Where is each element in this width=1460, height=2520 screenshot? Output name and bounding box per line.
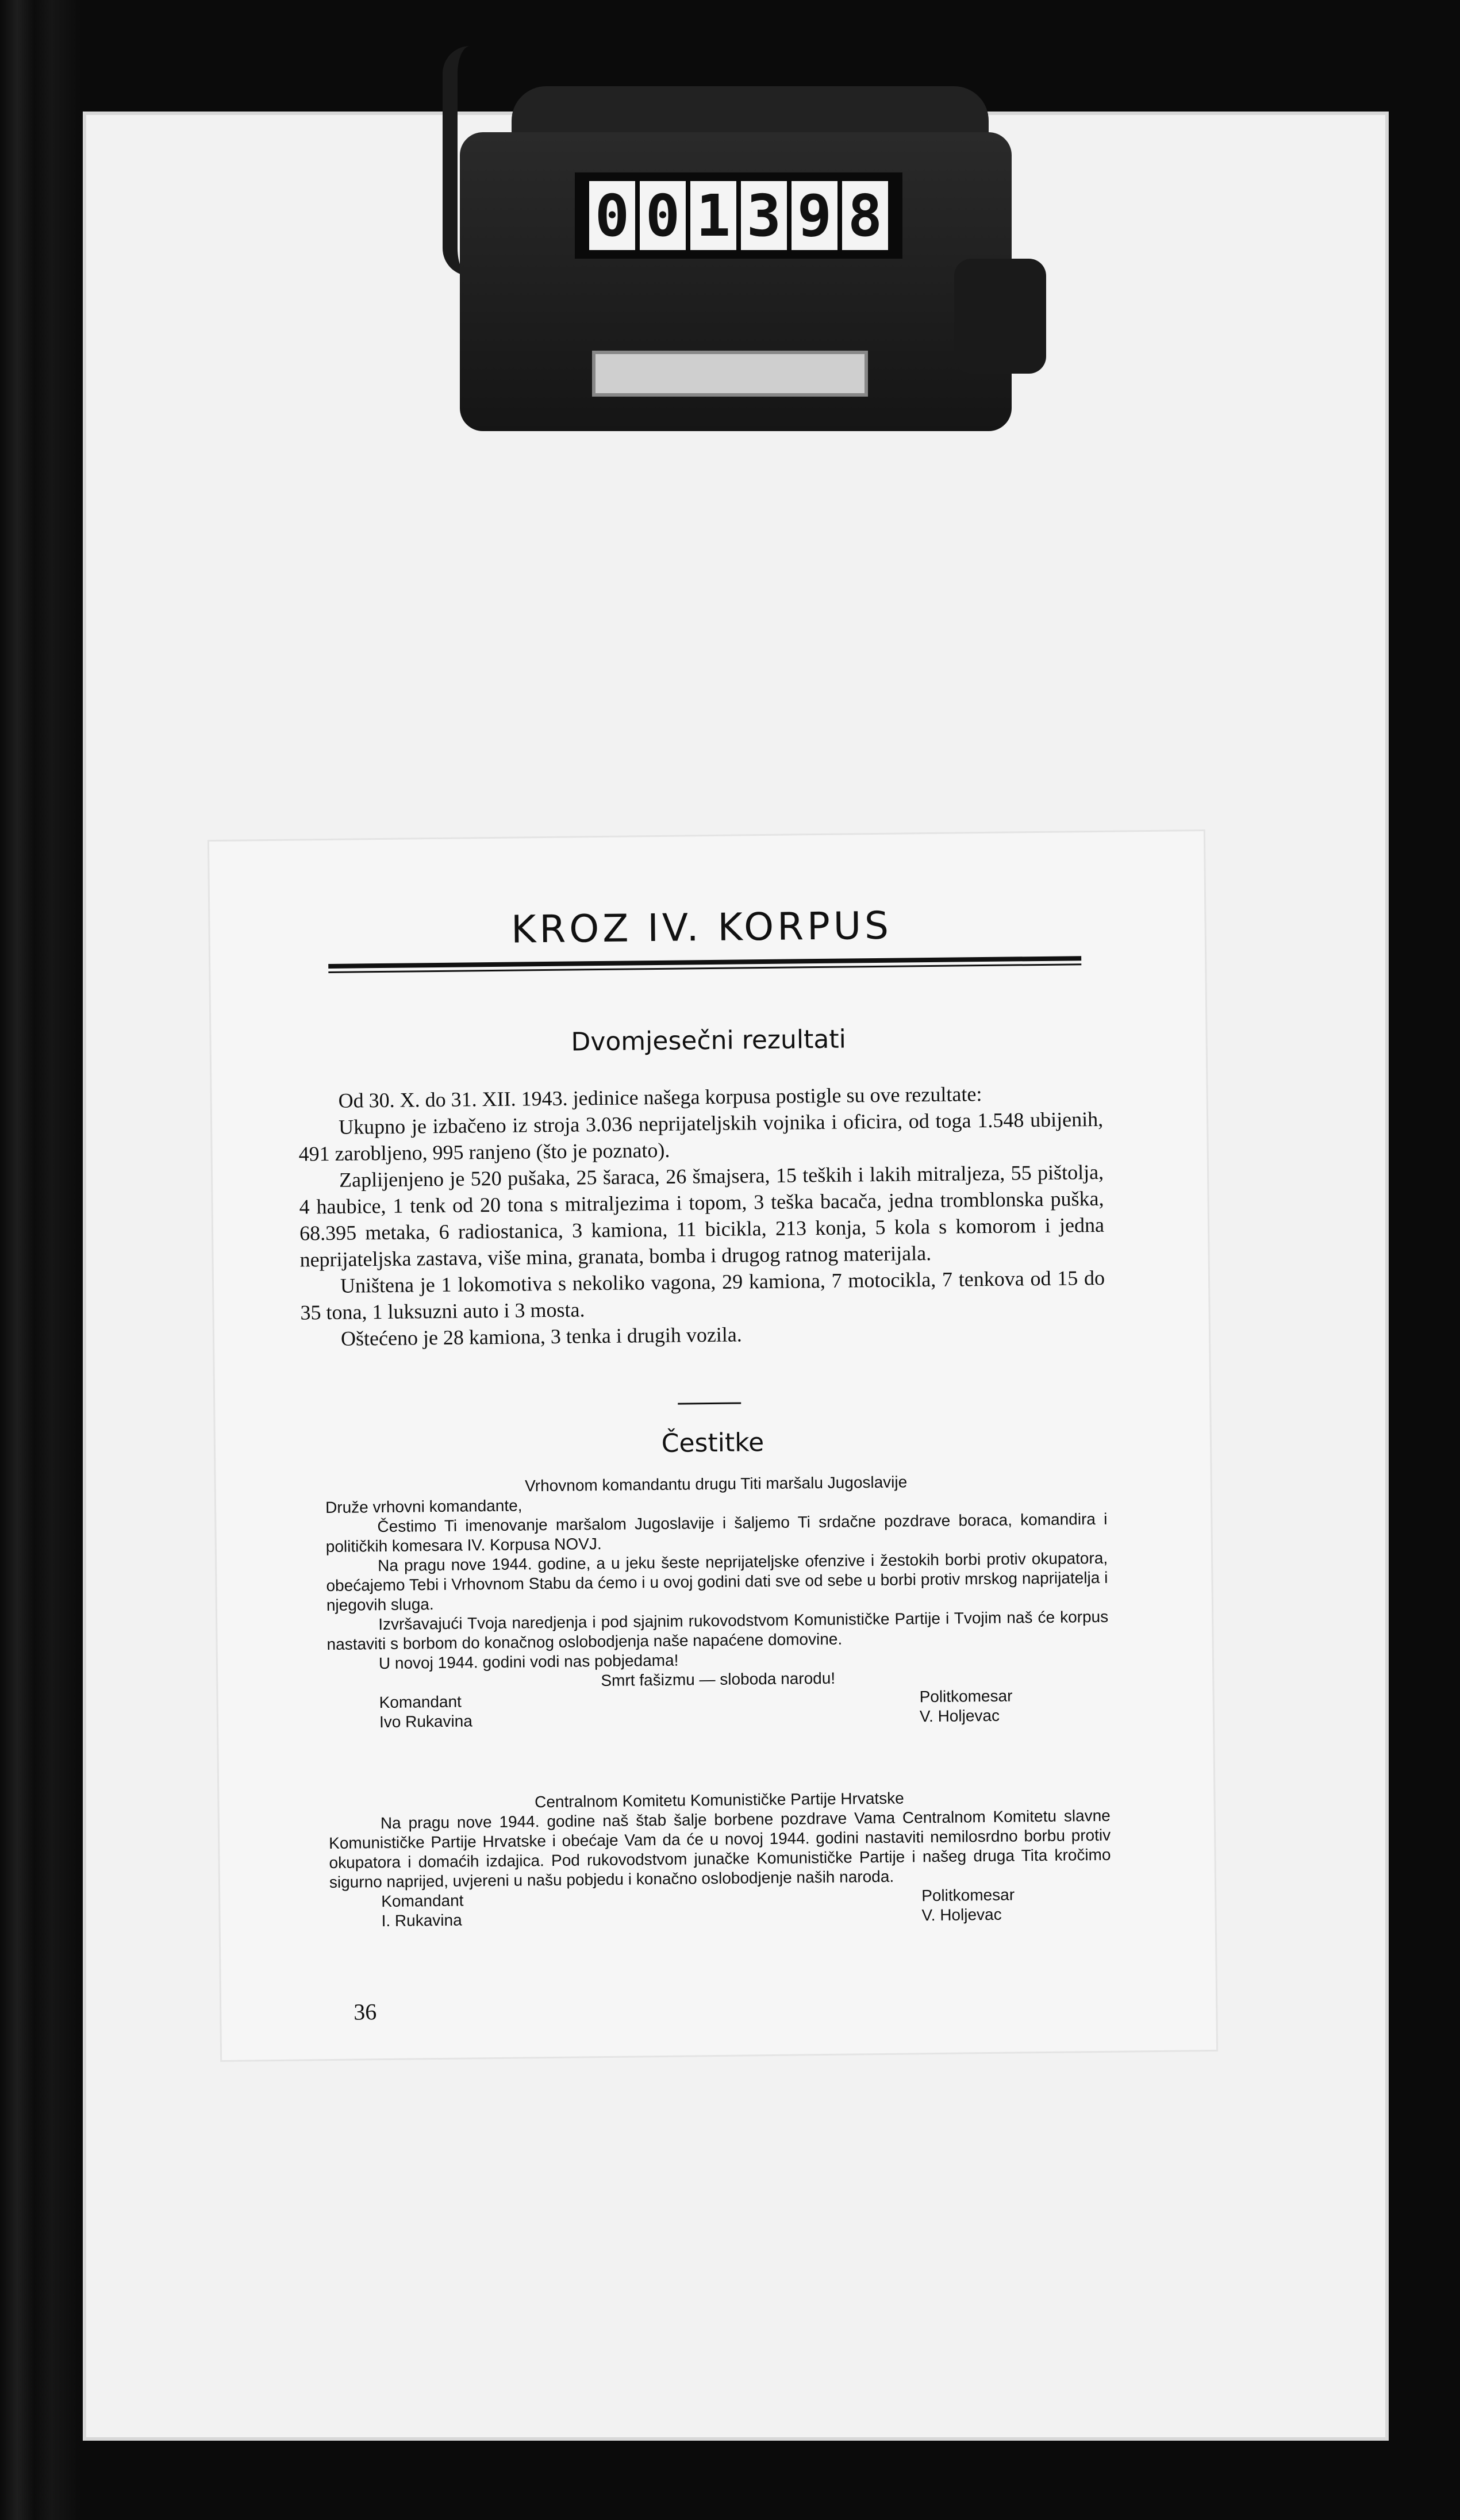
results-paragraph: Od 30. X. do 31. XII. 1943. jedinice našega korpusa postigle su ove rezultate: (338, 1082, 982, 1112)
letter-paragraph: U novoj 1944. godini vodi nas pobjedama! (378, 1651, 679, 1673)
counter-digit: 1 (690, 181, 736, 250)
letter-addressee: Vrhovnom komandantu drugu Titi maršalu Jugoslavije (525, 1473, 908, 1495)
signature-title: Komandant (379, 1692, 462, 1712)
letter-closing: Smrt fašizmu — sloboda narodu! (601, 1669, 836, 1690)
frame-counter (460, 86, 1012, 443)
section-separator (678, 1402, 741, 1404)
signature-left (379, 1692, 472, 1732)
counter-digit: 0 (589, 181, 635, 250)
results-paragraph: Ukupno je izbačeno iz stroja 3.036 neprijateljskih vojnika i oficira, od toga 1.548 ubijenih, 491 zarobljeno, 995 ranjeno (što je poznato). (298, 1107, 1104, 1166)
counter-plate (592, 351, 868, 397)
counter-window (575, 172, 902, 259)
letter-paragraph: Na pragu nove 1944. godine, a u jeku šeste neprijateljske ofenzive i žestokih borbi protiv okupatora, obećajemo Tebi i Vrhovnom Stabu da ćemo i u ovoj godini dati sve od sebe u borbi protiv mrskog naprijatelja i njegovih sluga. (326, 1549, 1108, 1615)
counter-digit: 0 (640, 181, 686, 250)
letter-signatures (329, 1884, 1112, 1933)
counter-digit: 8 (842, 181, 888, 250)
heading-bar (328, 901, 1075, 954)
counter-digit: 9 (792, 181, 837, 250)
signature-right (919, 1687, 1013, 1727)
counter-knob (954, 259, 1046, 374)
signature-name: I. Rukavina (381, 1911, 462, 1930)
page-number: 36 (354, 1999, 377, 2025)
page-heading: KROZ IV. KORPUS (510, 903, 893, 952)
counter-digit: 3 (741, 181, 787, 250)
signature-left (381, 1891, 464, 1931)
letter-to-central-committee (328, 1787, 1111, 1933)
results-text (298, 1080, 1105, 1353)
letter-paragraph: Izvršavajući Tvoja naredjenja i pod sjajnim rukovodstvom Komunističke Partije i Tvojim naš će korpus nastaviti s borbom do konačnog oslobodjenja naše napaćene domovine. (326, 1607, 1109, 1654)
document-page (209, 831, 1216, 2060)
section-title-results: Dvomjesečni rezultati (571, 1024, 847, 1057)
letter-salutation: Druže vrhovni komandante, (325, 1496, 522, 1517)
letter-signatures (327, 1685, 1109, 1734)
signature-name: V. Holjevac (921, 1905, 1002, 1924)
signature-title: Komandant (381, 1891, 464, 1911)
heading-rule (328, 956, 1081, 969)
results-paragraph: Uništena je 1 lokomotiva s nekoliko vagona, 29 kamiona, 7 motocikla, 7 tenkova od 15 do 35 tona, 1 luksuzni auto i 3 mosta. (300, 1266, 1105, 1324)
letter-to-tito (325, 1470, 1110, 1734)
letter-addressee: Centralnom Komitetu Komunističke Partije Hrvatske (534, 1789, 904, 1811)
signature-title: Politkomesar (919, 1687, 1013, 1706)
signature-right (921, 1885, 1015, 1926)
signature-name: Ivo Rukavina (379, 1712, 473, 1731)
letter-paragraph: Čestimo Ti imenovanje maršalom Jugoslavije i šaljemo Ti srdačne pozdrave boraca, komandira i političkih komesara IV. Korpusa NOVJ. (325, 1509, 1108, 1556)
letter-paragraph: Na pragu nove 1944. godine naš štab šalje borbene pozdrave Vama Centralnom Komitetu slavne Komunističke Partije Hrvatske i obećaje Vam da će u novoj 1944. godini nastaviti nemilosrdno borbu protiv okupatora i domaćih izdajica. Pod rukovodstvom junačke Komunističke Partije i našeg druga Tita kročimo sigurno naprijed, uvjereni u našu pobjedu i konačno oslobodjenje naših naroda. (329, 1806, 1111, 1892)
section-title-greetings: Čestitke (661, 1428, 764, 1458)
signature-title: Politkomesar (921, 1885, 1015, 1905)
results-paragraph: Oštećeno je 28 kamiona, 3 tenka i drugih vozila. (340, 1323, 742, 1350)
results-paragraph: Zaplijenjeno je 520 pušaka, 25 šaraca, 26 šmajsera, 15 teških i lakih mitraljeza, 55 pištolja, 4 haubice, 1 tenk od 20 tona s mitraljezima i topom, 3 teška bacača, jedna tromblonska puška, 68.395 metaka, 6 radiostanica, 3 kamiona, 11 bicikla, 213 konja, 5 kola s komorom i jedna neprijateljska zastava, više mina, granata, bomba i drugog ratnog materijala. (299, 1160, 1105, 1271)
signature-name: V. Holjevac (919, 1706, 1000, 1726)
